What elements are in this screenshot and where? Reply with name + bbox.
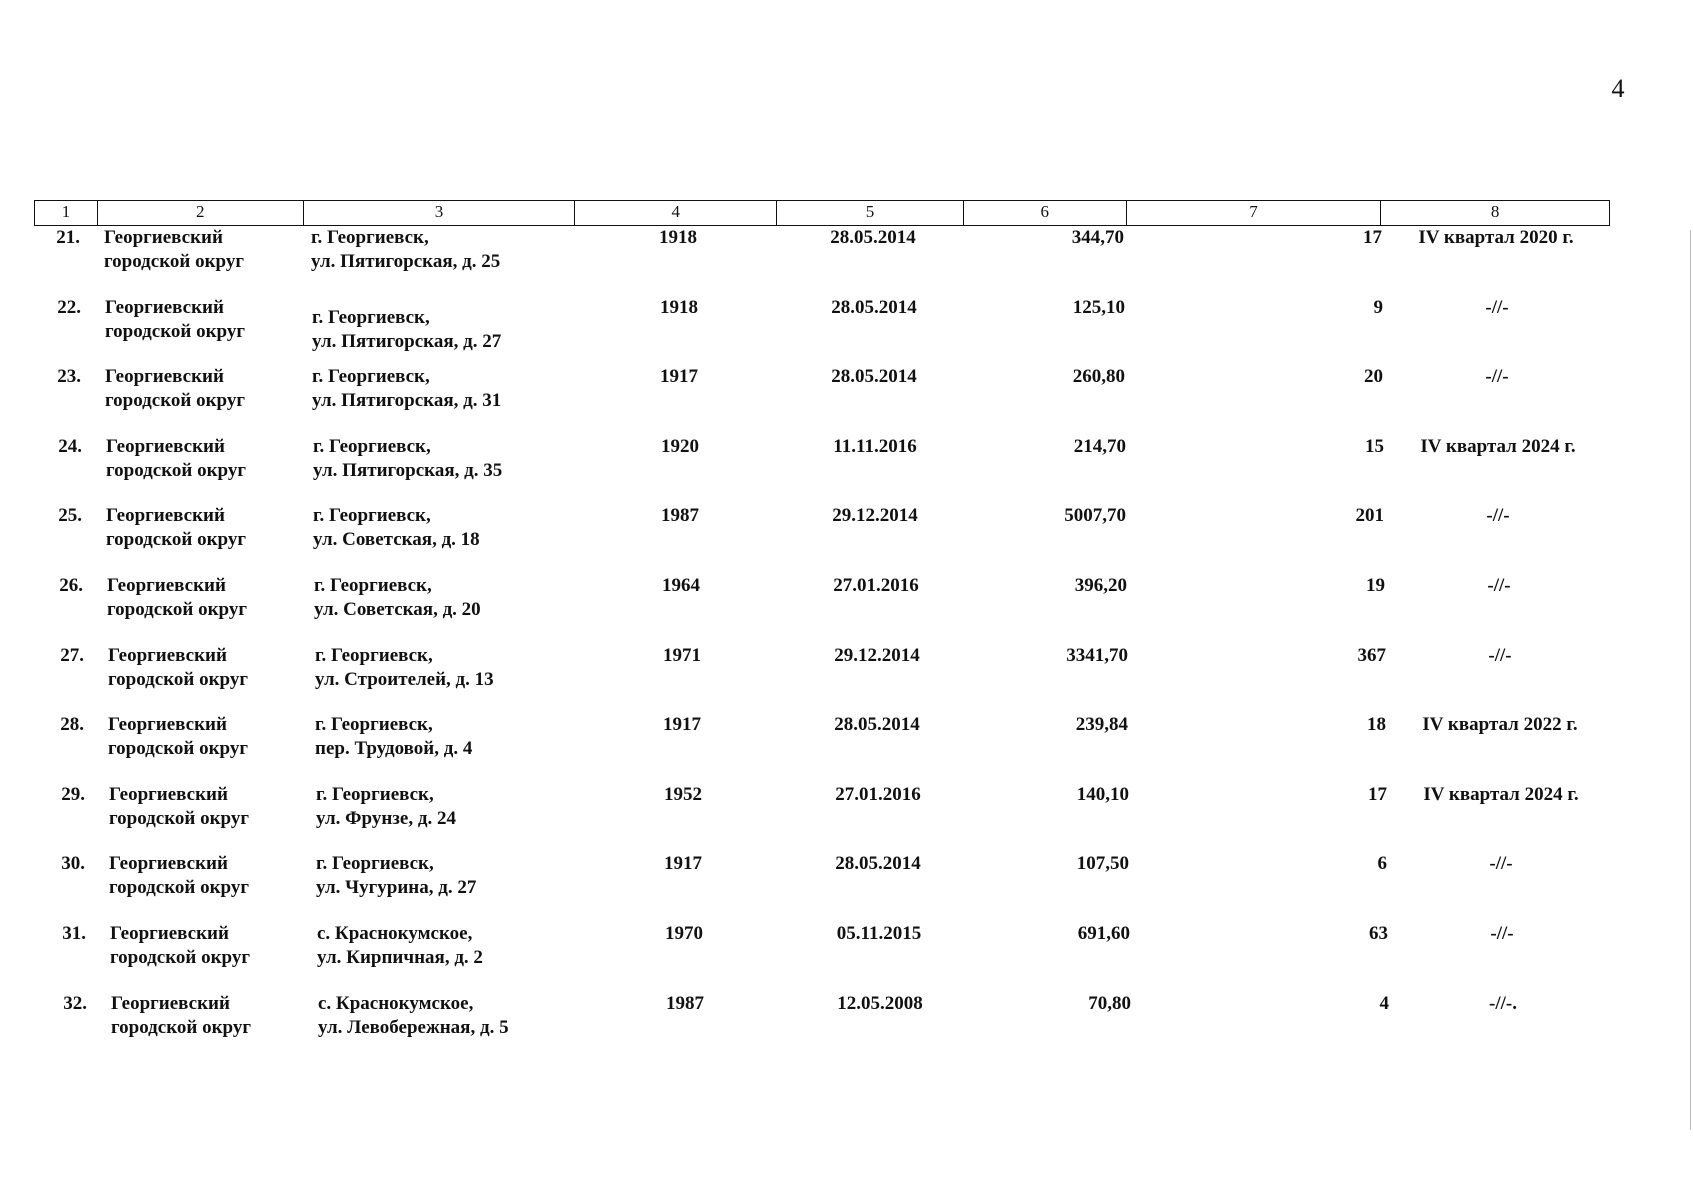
cell-district-line2: городской округ <box>109 807 250 829</box>
cell-term: -//- <box>1485 366 1509 388</box>
cell-area: 70,80 <box>1088 992 1131 1014</box>
cell-addr-line2: ул. Советская, д. 18 <box>313 529 480 551</box>
cell-date: 28.05.2014 <box>834 714 920 736</box>
cell-district-line2: городской округ <box>105 320 246 342</box>
cell-addr-line1: г. Георгиевск, <box>316 783 434 805</box>
cell-num: 26. <box>59 575 83 596</box>
cell-district-line1: Георгиевский <box>109 853 228 875</box>
cell-year: 1917 <box>664 853 702 875</box>
cell-addr-line1: г. Георгиевск, <box>315 714 433 736</box>
column-header: 6 <box>964 201 1127 225</box>
cell-district-line1: Георгиевский <box>105 366 224 388</box>
cell-year: 1918 <box>660 296 698 318</box>
cell-addr-line2: ул. Пятигорская, д. 35 <box>313 459 503 481</box>
cell-num: 21. <box>56 227 80 248</box>
cell-term: -//- <box>1486 505 1510 527</box>
cell-district-line1: Георгиевский <box>107 575 226 596</box>
cell-term: -//- <box>1485 296 1509 318</box>
cell-district-line1: Георгиевский <box>110 923 229 944</box>
column-header: 3 <box>304 201 576 225</box>
cell-term: -//-. <box>1489 992 1517 1014</box>
cell-num: 30. <box>61 853 85 875</box>
cell-addr-line2: ул. Пятигорская, д. 25 <box>311 251 501 272</box>
cell-district-line2: городской округ <box>108 668 249 690</box>
column-header: 5 <box>777 201 964 225</box>
column-header: 1 <box>35 201 98 225</box>
cell-district-line2: городской округ <box>104 251 245 272</box>
cell-year: 1970 <box>665 923 703 944</box>
cell-num: 22. <box>57 296 81 318</box>
cell-count: 17 <box>1363 227 1382 248</box>
cell-addr-line2: пер. Трудовой, д. 4 <box>315 738 473 760</box>
cell-year: 1917 <box>663 714 701 736</box>
cell-addr-line1: г. Георгиевск, <box>311 227 429 248</box>
cell-addr-line2: ул. Фрунзе, д. 24 <box>316 807 456 829</box>
cell-date: 27.01.2016 <box>833 575 919 596</box>
cell-count: 6 <box>1377 853 1387 875</box>
table-row <box>0 226 1693 288</box>
cell-area: 344,70 <box>1071 227 1124 248</box>
table-row <box>0 713 1693 775</box>
cell-district-line1: Георгиевский <box>108 644 227 666</box>
cell-count: 18 <box>1367 714 1386 736</box>
table-header <box>34 200 1610 226</box>
cell-area: 239,84 <box>1075 714 1128 736</box>
cell-date: 28.05.2014 <box>831 296 917 318</box>
cell-term: -//- <box>1487 575 1511 596</box>
cell-num: 31. <box>62 923 86 944</box>
cell-year: 1987 <box>666 992 704 1014</box>
cell-year: 1964 <box>662 575 700 596</box>
cell-num: 28. <box>60 714 84 736</box>
table-row <box>0 644 1693 706</box>
cell-district-line2: городской округ <box>105 390 246 412</box>
cell-num: 32. <box>63 992 87 1014</box>
cell-addr-line1: г. Георгиевск, <box>312 306 430 328</box>
cell-district-line1: Георгиевский <box>104 227 223 248</box>
cell-date: 28.05.2014 <box>831 366 917 388</box>
cell-year: 1952 <box>664 783 702 805</box>
cell-num: 27. <box>60 644 84 666</box>
cell-count: 9 <box>1373 296 1383 318</box>
table-row <box>0 504 1693 566</box>
table-row <box>0 852 1693 914</box>
cell-addr-line1: г. Георгиевск, <box>313 505 431 527</box>
cell-addr-line2: ул. Левобережная, д. 5 <box>318 1016 509 1038</box>
table-row <box>0 296 1693 358</box>
cell-district-line1: Георгиевский <box>111 992 230 1014</box>
cell-addr-line1: г. Георгиевск, <box>315 644 433 666</box>
cell-district-line1: Георгиевский <box>109 783 228 805</box>
cell-addr-line2: ул. Пятигорская, д. 27 <box>312 330 502 352</box>
cell-addr-line1: г. Георгиевск, <box>316 853 434 875</box>
cell-addr-line1: с. Краснокумское, <box>318 992 474 1014</box>
cell-area: 125,10 <box>1072 296 1125 318</box>
cell-addr-line2: ул. Советская, д. 20 <box>314 599 481 620</box>
table-row <box>0 435 1693 497</box>
cell-term: -//- <box>1488 644 1512 666</box>
cell-area: 5007,70 <box>1064 505 1126 527</box>
cell-district-line1: Георгиевский <box>108 714 227 736</box>
cell-date: 12.05.2008 <box>837 992 923 1014</box>
cell-addr-line1: с. Краснокумское, <box>317 923 473 944</box>
cell-date: 28.05.2014 <box>835 853 921 875</box>
cell-area: 396,20 <box>1074 575 1127 596</box>
cell-addr-line1: г. Георгиевск, <box>314 575 432 596</box>
cell-district-line2: городской округ <box>108 738 249 760</box>
cell-district-line2: городской округ <box>109 877 250 899</box>
cell-term: -//- <box>1490 923 1514 944</box>
cell-year: 1920 <box>661 435 699 457</box>
cell-addr-line2: ул. Кирпичная, д. 2 <box>317 947 483 968</box>
column-header: 2 <box>98 201 304 225</box>
cell-term: IV квартал 2022 г. <box>1422 714 1578 736</box>
cell-addr-line1: г. Георгиевск, <box>312 366 430 388</box>
cell-district-line2: городской округ <box>107 599 248 620</box>
table-row <box>0 365 1693 427</box>
cell-count: 19 <box>1366 575 1385 596</box>
column-header: 7 <box>1127 201 1382 225</box>
cell-term: -//- <box>1489 853 1513 875</box>
cell-num: 25. <box>58 505 82 527</box>
cell-count: 367 <box>1357 644 1386 666</box>
cell-year: 1971 <box>663 644 701 666</box>
cell-area: 260,80 <box>1072 366 1125 388</box>
cell-area: 691,60 <box>1077 923 1130 944</box>
table-row <box>0 783 1693 845</box>
cell-area: 3341,70 <box>1066 644 1128 666</box>
cell-district-line1: Георгиевский <box>106 435 225 457</box>
cell-num: 23. <box>57 366 81 388</box>
cell-addr-line1: г. Георгиевск, <box>313 435 431 457</box>
table-row <box>0 922 1693 984</box>
cell-term: IV квартал 2024 г. <box>1423 783 1579 805</box>
cell-count: 63 <box>1369 923 1388 944</box>
cell-year: 1987 <box>661 505 699 527</box>
cell-addr-line2: ул. Строителей, д. 13 <box>315 668 494 690</box>
cell-year: 1917 <box>660 366 698 388</box>
cell-date: 05.11.2015 <box>836 923 922 944</box>
cell-district-line2: городской округ <box>110 947 251 968</box>
cell-term: IV квартал 2024 г. <box>1420 435 1576 457</box>
cell-count: 4 <box>1379 992 1389 1014</box>
cell-date: 28.05.2014 <box>830 227 916 248</box>
column-header: 4 <box>575 201 777 225</box>
cell-term: IV квартал 2020 г. <box>1418 227 1574 248</box>
cell-count: 20 <box>1364 366 1383 388</box>
cell-area: 140,10 <box>1076 783 1129 805</box>
cell-year: 1918 <box>659 227 697 248</box>
cell-area: 107,50 <box>1076 853 1129 875</box>
cell-date: 29.12.2014 <box>832 505 918 527</box>
cell-num: 24. <box>58 435 82 457</box>
column-header: 8 <box>1490 202 1500 221</box>
cell-district-line1: Георгиевский <box>106 505 225 527</box>
cell-district-line2: городской округ <box>111 1016 252 1038</box>
page-number: 4 <box>1611 74 1625 103</box>
cell-count: 15 <box>1365 435 1384 457</box>
cell-district-line2: городской округ <box>106 459 247 481</box>
cell-date: 29.12.2014 <box>834 644 920 666</box>
cell-district-line2: городской округ <box>106 529 247 551</box>
cell-num: 29. <box>61 783 85 805</box>
cell-addr-line2: ул. Пятигорская, д. 31 <box>312 390 502 412</box>
cell-date: 11.11.2016 <box>833 435 917 457</box>
cell-addr-line2: ул. Чугурина, д. 27 <box>316 877 477 899</box>
cell-count: 17 <box>1368 783 1387 805</box>
cell-area: 214,70 <box>1073 435 1126 457</box>
table-row <box>0 992 1693 1054</box>
table-row <box>0 574 1693 636</box>
cell-date: 27.01.2016 <box>835 783 921 805</box>
cell-count: 201 <box>1355 505 1384 527</box>
cell-district-line1: Георгиевский <box>105 296 224 318</box>
